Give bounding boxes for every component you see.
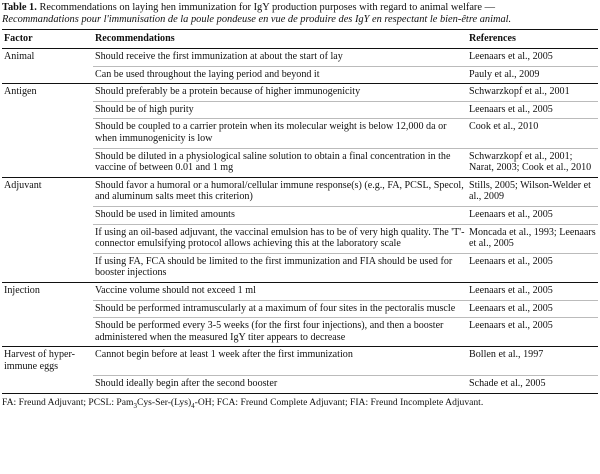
factor-cell — [2, 253, 93, 282]
table-row — [2, 66, 598, 84]
reference-cell: Leenaars et al., 2005 — [467, 49, 598, 67]
reference-cell: Pauly et al., 2009 — [467, 66, 598, 84]
table-row — [2, 119, 598, 148]
table-row — [2, 347, 598, 376]
reference-cell: Leenaars et al., 2005 — [467, 206, 598, 224]
table-row — [2, 177, 598, 206]
recommendation-cell: Should be of high purity — [93, 101, 467, 119]
recommendation-cell: Should preferably be a protein because of higher immunogenicity — [93, 84, 467, 102]
footnote-sub1: 3 — [133, 401, 137, 410]
table-footnote — [2, 397, 598, 412]
caption-french: Recommandations pour l'immunisation de la poule pondeuse en vue de produire des IgY en respectant le bien-être animal. — [2, 14, 512, 26]
factor-cell — [2, 300, 93, 318]
table-row — [2, 224, 598, 253]
reference-cell: Moncada et al., 1993; Leenaars et al., 2005 — [467, 224, 598, 253]
header-factor: Factor — [2, 30, 93, 49]
recommendation-cell: If using FA, FCA should be limited to the first immunization and FIA should be used for booster injections — [93, 253, 467, 282]
reference-cell: Leenaars et al., 2005 — [467, 101, 598, 119]
table-row — [2, 84, 598, 102]
factor-cell: Animal — [2, 49, 93, 67]
header-references: References — [467, 30, 598, 49]
reference-cell: Schwarzkopf et al., 2001; Narat, 2003; Cook et al., 2010 — [467, 148, 598, 177]
reference-cell: Leenaars et al., 2005 — [467, 300, 598, 318]
table-row — [2, 148, 598, 177]
factor-cell — [2, 101, 93, 119]
reference-cell: Cook et al., 2010 — [467, 119, 598, 148]
factor-cell: Injection — [2, 282, 93, 300]
factor-cell — [2, 375, 93, 393]
table-body — [2, 49, 598, 394]
footnote-part3: -OH; FCA: Freund Complete Adjuvant; FIA: Freund Incomplete Adjuvant. — [194, 396, 484, 408]
header-recommendations: Recommendations — [93, 30, 467, 49]
recommendation-cell: Should receive the first immunization at about the start of lay — [93, 49, 467, 67]
reference-cell: Schade et al., 2005 — [467, 375, 598, 393]
factor-cell — [2, 224, 93, 253]
reference-cell: Bollen et al., 1997 — [467, 347, 598, 376]
footnote-part1: FA: Freund Adjuvant; PCSL: Pam — [2, 396, 134, 408]
header-row — [2, 30, 598, 49]
table-row — [2, 282, 598, 300]
factor-cell — [2, 206, 93, 224]
table-row — [2, 318, 598, 347]
factor-cell: Harvest of hyper-immune eggs — [2, 347, 93, 376]
table-row — [2, 253, 598, 282]
factor-cell — [2, 119, 93, 148]
reference-cell: Schwarzkopf et al., 2001 — [467, 84, 598, 102]
recommendation-cell: Cannot begin before at least 1 week after the first immunization — [93, 347, 467, 376]
reference-cell: Leenaars et al., 2005 — [467, 282, 598, 300]
recommendation-cell: Can be used throughout the laying period and beyond it — [93, 66, 467, 84]
table-caption — [2, 2, 598, 26]
factor-cell — [2, 66, 93, 84]
recommendation-cell: Should be coupled to a carrier protein when its molecular weight is below 12,000 da or when immunogenicity is low — [93, 119, 467, 148]
reference-cell: Stills, 2005; Wilson-Welder et al., 2009 — [467, 177, 598, 206]
table-row — [2, 375, 598, 393]
factor-cell: Adjuvant — [2, 177, 93, 206]
recommendation-cell: If using an oil-based adjuvant, the vaccinal emulsion has to be of very high quality. The 'T'-connector emulsifying protocol allows achieving this at the laboratory scale — [93, 224, 467, 253]
table-row — [2, 206, 598, 224]
reference-cell: Leenaars et al., 2005 — [467, 253, 598, 282]
caption-english: Recommendations on laying hen immunization for IgY production purposes with regard to animal welfare — — [39, 2, 495, 13]
footnote-part2: Cys-Ser-(Lys) — [136, 396, 192, 408]
reference-cell: Leenaars et al., 2005 — [467, 318, 598, 347]
recommendation-cell: Should be used in limited amounts — [93, 206, 467, 224]
factor-cell — [2, 148, 93, 177]
recommendation-cell: Should be performed every 3-5 weeks (for the first four injections), and then a booster administered when the measured IgY titer appears to decrease — [93, 318, 467, 347]
recommendation-cell: Should be performed intramuscularly at a maximum of four sites in the pectoralis muscle — [93, 300, 467, 318]
footnote-sub2: 4 — [191, 401, 195, 410]
caption-label: Table 1. — [2, 2, 37, 13]
table-row — [2, 49, 598, 67]
factor-cell: Antigen — [2, 84, 93, 102]
recommendations-table — [2, 29, 598, 393]
recommendation-cell: Should ideally begin after the second booster — [93, 375, 467, 393]
table-row — [2, 101, 598, 119]
recommendation-cell: Should be diluted in a physiological saline solution to obtain a final concentration in the vaccine of between 0.01 and 1 mg — [93, 148, 467, 177]
table-row — [2, 300, 598, 318]
recommendation-cell: Should favor a humoral or a humoral/cellular immune response(s) (e.g., FA, PCSL, Specol, and aluminum salts meet this criterion) — [93, 177, 467, 206]
recommendation-cell: Vaccine volume should not exceed 1 ml — [93, 282, 467, 300]
factor-cell — [2, 318, 93, 347]
